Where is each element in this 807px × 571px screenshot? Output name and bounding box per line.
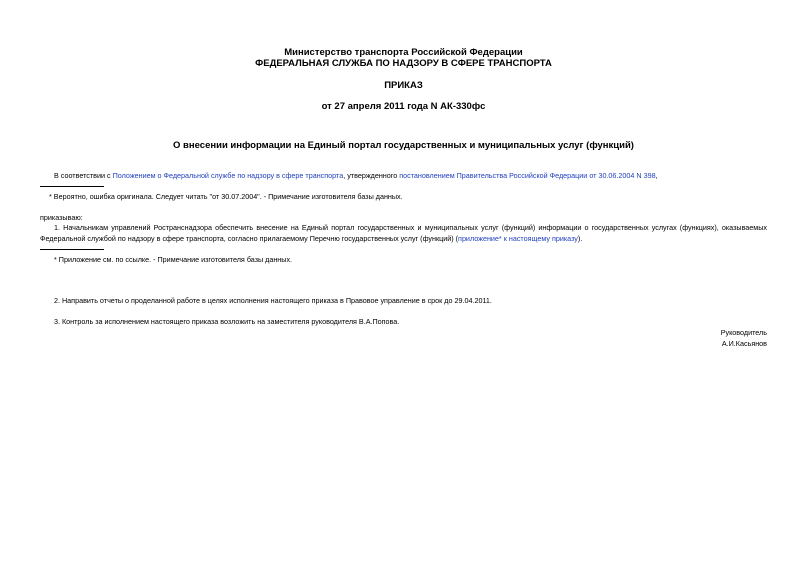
order-word: приказываю:	[40, 213, 83, 222]
footnote-divider	[40, 186, 104, 187]
ministry-title: Министерство транспорта Российской Федерации	[284, 47, 523, 58]
regulation-link[interactable]: Положением о Федеральной службе по надзору в сфере транспорта	[112, 171, 344, 180]
appendix-link[interactable]: приложение* к настоящему приказу	[458, 234, 578, 243]
government-decree-link[interactable]: постановлением Правительства Российской Федерации от 30.06.2004 N 398	[399, 171, 656, 180]
document-date-number: от 27 апреля 2011 года N АК-330фс	[321, 101, 486, 112]
order-item-2: 2. Направить отчеты о проделанной работе в целях исполнения настоящего приказа в Правовое управление в срок до 29.04.2011.	[54, 296, 492, 305]
order-item-3: 3. Контроль за исполнением настоящего приказа возложить на заместителя руководителя В.А.Попова.	[54, 317, 400, 326]
preamble-paragraph	[54, 171, 658, 180]
order-item-1	[40, 222, 767, 244]
signature-name: А.И.Касьянов	[721, 339, 767, 348]
document-subject: О внесении информации на Единый портал государственных и муниципальных услуг (функций)	[173, 140, 634, 151]
preamble-text-mid: , утвержденного	[343, 171, 400, 180]
item-1-text-end: ).	[577, 234, 583, 243]
item-1-text: 1. Начальникам управлений Ространснадзора обеспечить внесение на Единый портал государственных и муниципальных услуг (функций) информации о государственных услугах (функциях), оказываемых Федеральной службой по надзору в сфере транспорта, согласно прилагаемому Перечню государственных услуг (функций) (	[40, 223, 767, 243]
footnote-divider-2	[40, 249, 104, 250]
footnote-1: * Вероятно, ошибка оригинала. Следует читать "от 30.07.2004". - Примечание изготовителя базы данных.	[49, 192, 403, 201]
footnote-2: * Приложение см. по ссылке. - Примечание изготовителя базы данных.	[54, 255, 293, 264]
service-title: ФЕДЕРАЛЬНАЯ СЛУЖБА ПО НАДЗОРУ В СФЕРЕ ТРАНСПОРТА	[255, 58, 552, 69]
preamble-text-end: ,	[655, 171, 658, 180]
preamble-text-start: В соответствии с	[54, 171, 113, 180]
signature-title: Руководитель	[720, 328, 767, 337]
document-type: ПРИКАЗ	[384, 80, 423, 91]
